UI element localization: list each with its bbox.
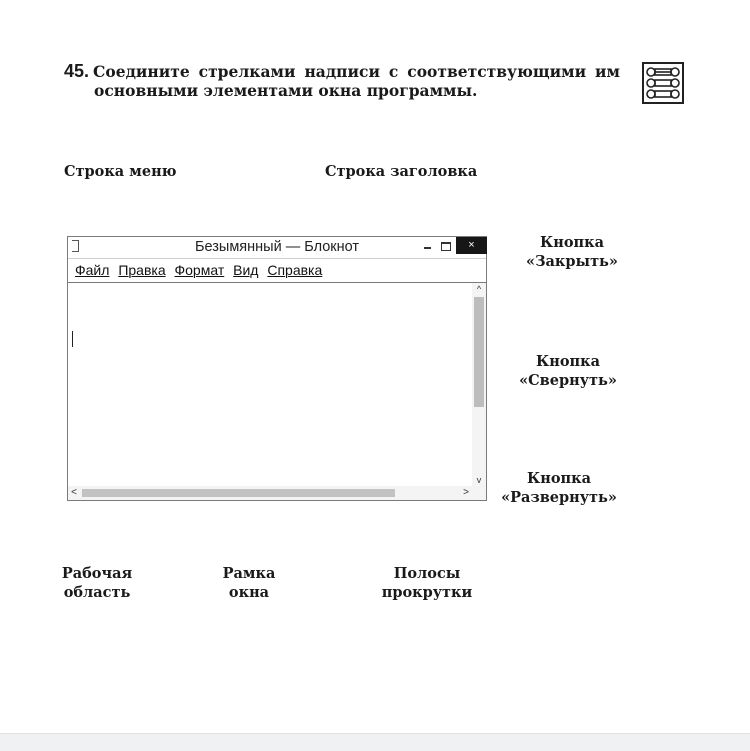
label-minimize-button	[508, 352, 628, 390]
label-window-frame	[209, 564, 289, 602]
label-line: Кнопка	[540, 234, 604, 251]
scroll-up-arrow-icon[interactable]: ^	[476, 284, 482, 294]
minimize-button[interactable]	[423, 241, 433, 252]
menu-item-file[interactable]: Файл	[75, 262, 110, 278]
task-word: им	[595, 62, 620, 81]
scroll-right-arrow-icon[interactable]: >	[463, 487, 469, 498]
text-work-area[interactable]	[68, 283, 472, 486]
label-line: Рабочая	[61, 565, 133, 582]
label-close-button	[512, 233, 632, 271]
label-line: «Свернуть»	[519, 372, 617, 389]
label-line: Кнопка	[527, 470, 591, 487]
task-word: Соедините	[93, 62, 190, 81]
menu-bar	[68, 259, 486, 283]
label-line: Кнопка	[536, 353, 600, 370]
label-line: окна	[228, 584, 270, 601]
maximize-button[interactable]	[441, 242, 451, 251]
title-bar[interactable]	[68, 237, 486, 259]
task-line-2: основными элементами окна программы.	[94, 81, 478, 100]
label-line: прокрутки	[381, 584, 473, 601]
vertical-scroll-thumb[interactable]	[474, 297, 484, 407]
menu-item-help[interactable]: Справка	[267, 262, 323, 278]
task-number: 45.	[64, 61, 90, 81]
window-title: Безымянный — Блокнот	[194, 239, 360, 255]
label-line: «Закрыть»	[526, 253, 618, 270]
label-work-area	[57, 564, 137, 602]
close-button[interactable]: ×	[456, 237, 487, 254]
notepad-window	[67, 236, 487, 501]
label-scrollbars	[377, 564, 477, 602]
menu-item-format[interactable]: Формат	[174, 262, 225, 278]
task-line-1-start	[64, 62, 190, 81]
label-maximize-button	[499, 469, 619, 507]
label-menu-bar: Строка меню	[64, 163, 177, 180]
menu-item-view[interactable]: Вид	[233, 262, 259, 278]
horizontal-scrollbar[interactable]	[68, 486, 472, 500]
label-title-bar: Строка заголовка	[325, 163, 478, 180]
scroll-left-arrow-icon[interactable]: <	[71, 487, 77, 498]
task-word: с	[388, 62, 399, 81]
label-line: Рамка	[222, 565, 276, 582]
label-line: область	[63, 584, 131, 601]
task-word: стрелками	[198, 62, 296, 81]
text-caret	[72, 331, 73, 347]
task-word: соответствующими	[407, 62, 587, 81]
menu-item-edit[interactable]: Правка	[118, 262, 166, 278]
task-text	[64, 62, 620, 100]
matching-icon-drawing	[644, 64, 682, 102]
scroll-down-arrow-icon[interactable]: v	[476, 475, 482, 485]
task-line-1	[64, 62, 620, 81]
resize-grip[interactable]	[472, 486, 486, 500]
horizontal-scroll-thumb[interactable]	[82, 489, 395, 497]
label-line: «Развернуть»	[501, 489, 617, 506]
label-line: Полосы	[393, 565, 461, 582]
task-word: надписи	[304, 62, 380, 81]
bottom-strip	[0, 733, 750, 751]
matching-task-icon	[642, 62, 684, 104]
vertical-scrollbar[interactable]	[472, 283, 486, 486]
